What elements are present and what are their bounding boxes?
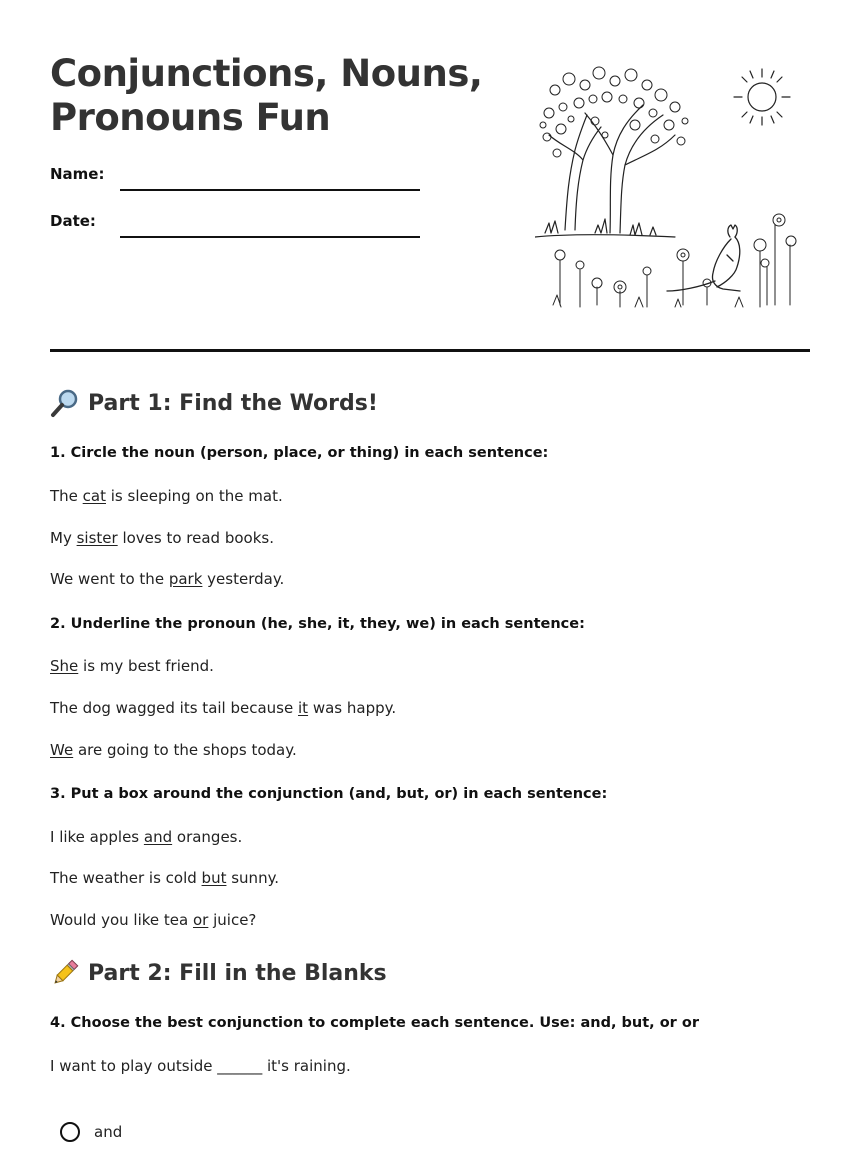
pencil-icon	[50, 958, 80, 988]
flowers-icon	[553, 214, 796, 307]
q2-sentence-3: We are going to the shops today.	[50, 741, 297, 759]
name-label: Name:	[50, 165, 105, 183]
q2-sentence-1: She is my best friend.	[50, 657, 214, 675]
q3-sentence-1-target-word: and	[143, 828, 173, 846]
worksheet-title: Conjunctions, Nouns, Pronouns Fun	[50, 52, 483, 139]
q3-sentence-2-target-word: but	[201, 869, 227, 887]
date-field	[50, 212, 430, 242]
q2-sentence-3-target-word: We	[50, 741, 74, 759]
part2-title: Part 2: Fill in the Blanks	[88, 960, 387, 986]
name-field	[50, 165, 430, 195]
q3-sentence-2: The weather is cold but sunny.	[50, 869, 280, 887]
date-label: Date:	[50, 212, 96, 230]
part2-heading	[50, 958, 387, 988]
part1-title: Part 1: Find the Words!	[88, 390, 378, 416]
q1-sentence-3: We went to the park yesterday.	[50, 570, 285, 588]
q3-sentence-3: Would you like tea or juice?	[50, 911, 257, 929]
q2-sentence-1-target-word: She	[50, 657, 79, 675]
q3-sentence-1: I like apples and oranges.	[50, 828, 243, 846]
magnifier-icon	[50, 388, 80, 418]
q1-sentence-2-target-word: sister	[76, 529, 118, 547]
question-3-prompt: 3. Put a box around the conjunction (and, but, or) in each sentence:	[50, 786, 608, 802]
question-2-prompt: 2. Underline the pronoun (he, she, it, they, we) in each sentence:	[50, 616, 585, 632]
q1-sentence-3-target-word: park	[168, 570, 203, 588]
q4-option-label: and	[94, 1123, 123, 1141]
section-divider	[50, 349, 810, 352]
garden-scene-illustration	[535, 55, 815, 320]
q4-option-and[interactable]	[60, 1122, 122, 1142]
part1-heading	[50, 388, 378, 418]
question-4-prompt: 4. Choose the best conjunction to complete each sentence. Use: and, but, or or	[50, 1015, 699, 1031]
q1-sentence-1-target-word: cat	[82, 487, 106, 505]
radio-circle[interactable]	[60, 1122, 80, 1142]
q1-sentence-1: The cat is sleeping on the mat.	[50, 487, 283, 505]
name-write-line	[120, 189, 420, 191]
sun-icon	[734, 69, 790, 125]
q3-sentence-3-target-word: or	[192, 911, 209, 929]
q1-sentence-2: My sister loves to read books.	[50, 529, 274, 547]
date-write-line	[120, 236, 420, 238]
question-1-prompt: 1. Circle the noun (person, place, or thing) in each sentence:	[50, 445, 549, 461]
q4-sentence: I want to play outside ______ it's raining.	[50, 1057, 351, 1075]
q2-sentence-2-target-word: it	[298, 699, 309, 717]
q2-sentence-2: The dog wagged its tail because it was happy.	[50, 699, 397, 717]
tree-icon	[540, 67, 688, 233]
